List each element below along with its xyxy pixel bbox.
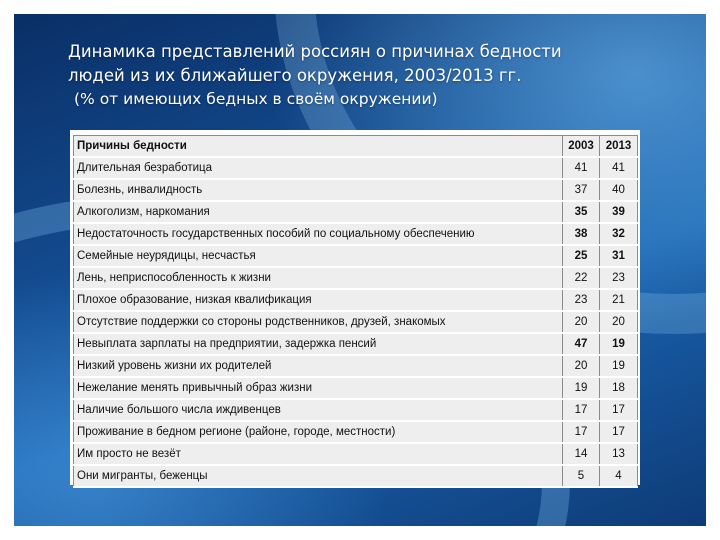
title-line-1: Динамика представлений россиян о причинах бедности bbox=[68, 42, 562, 61]
cell-2003: 38 bbox=[563, 223, 600, 245]
cell-2003: 5 bbox=[563, 465, 600, 487]
cell-2013: 4 bbox=[600, 465, 638, 487]
cell-reason: Семейные неурядицы, несчастья bbox=[74, 245, 563, 267]
cell-2013: 31 bbox=[600, 245, 638, 267]
cell-2013: 32 bbox=[600, 223, 638, 245]
table-row bbox=[74, 223, 638, 245]
table-container bbox=[70, 130, 640, 485]
cell-2003: 22 bbox=[563, 267, 600, 289]
cell-2003: 17 bbox=[563, 421, 600, 443]
cell-2013: 19 bbox=[600, 333, 638, 355]
cell-2013: 23 bbox=[600, 267, 638, 289]
cell-reason: Наличие большого числа иждивенцев bbox=[74, 399, 563, 421]
cell-reason: Невыплата зарплаты на предприятии, задержка пенсий bbox=[74, 333, 563, 355]
cell-2003: 17 bbox=[563, 399, 600, 421]
table-row bbox=[74, 399, 638, 421]
cell-2013: 20 bbox=[600, 311, 638, 333]
cell-2013: 19 bbox=[600, 355, 638, 377]
cell-2013: 17 bbox=[600, 421, 638, 443]
cell-2003: 47 bbox=[563, 333, 600, 355]
cell-reason: Проживание в бедном регионе (районе, городе, местности) bbox=[74, 421, 563, 443]
cell-reason: Алкоголизм, наркомания bbox=[74, 201, 563, 223]
cell-2013: 41 bbox=[600, 157, 638, 179]
cell-reason: Им просто не везёт bbox=[74, 443, 563, 465]
cell-2013: 39 bbox=[600, 201, 638, 223]
poverty-reasons-table bbox=[73, 135, 638, 488]
table-row bbox=[74, 245, 638, 267]
cell-2003: 23 bbox=[563, 289, 600, 311]
cell-reason: Нежелание менять привычный образ жизни bbox=[74, 377, 563, 399]
cell-2003: 14 bbox=[563, 443, 600, 465]
header-reasons: Причины бедности bbox=[74, 136, 563, 158]
table-row bbox=[74, 157, 638, 179]
cell-2013: 18 bbox=[600, 377, 638, 399]
cell-2003: 20 bbox=[563, 311, 600, 333]
cell-reason: Плохое образование, низкая квалификация bbox=[74, 289, 563, 311]
cell-2013: 21 bbox=[600, 289, 638, 311]
cell-reason: Недостаточность государственных пособий по социальному обеспечению bbox=[74, 223, 563, 245]
cell-2003: 25 bbox=[563, 245, 600, 267]
table-row bbox=[74, 179, 638, 201]
cell-2003: 37 bbox=[563, 179, 600, 201]
table-row bbox=[74, 311, 638, 333]
table-row bbox=[74, 355, 638, 377]
table-row bbox=[74, 443, 638, 465]
table-header-row bbox=[74, 136, 638, 158]
table-row bbox=[74, 465, 638, 487]
cell-2003: 19 bbox=[563, 377, 600, 399]
slide-subtitle: (% от имеющих бедных в своём окружении) bbox=[74, 90, 438, 108]
cell-reason: Лень, неприспособленность к жизни bbox=[74, 267, 563, 289]
cell-2013: 40 bbox=[600, 179, 638, 201]
table-row bbox=[74, 421, 638, 443]
table-row bbox=[74, 267, 638, 289]
cell-2013: 17 bbox=[600, 399, 638, 421]
slide-title bbox=[68, 40, 688, 88]
table-row bbox=[74, 377, 638, 399]
cell-reason: Низкий уровень жизни их родителей bbox=[74, 355, 563, 377]
header-2003: 2003 bbox=[563, 136, 600, 158]
cell-2003: 20 bbox=[563, 355, 600, 377]
table-row bbox=[74, 333, 638, 355]
table-row bbox=[74, 201, 638, 223]
slide bbox=[14, 14, 706, 526]
title-line-2: людей из их ближайшего окружения, 2003/2013 гг. bbox=[68, 66, 522, 85]
header-2013: 2013 bbox=[600, 136, 638, 158]
cell-reason: Болезнь, инвалидность bbox=[74, 179, 563, 201]
cell-reason: Отсутствие поддержки со стороны родственников, друзей, знакомых bbox=[74, 311, 563, 333]
cell-2013: 13 bbox=[600, 443, 638, 465]
cell-2003: 35 bbox=[563, 201, 600, 223]
cell-2003: 41 bbox=[563, 157, 600, 179]
cell-reason: Длительная безработица bbox=[74, 157, 563, 179]
cell-reason: Они мигранты, беженцы bbox=[74, 465, 563, 487]
table-row bbox=[74, 289, 638, 311]
